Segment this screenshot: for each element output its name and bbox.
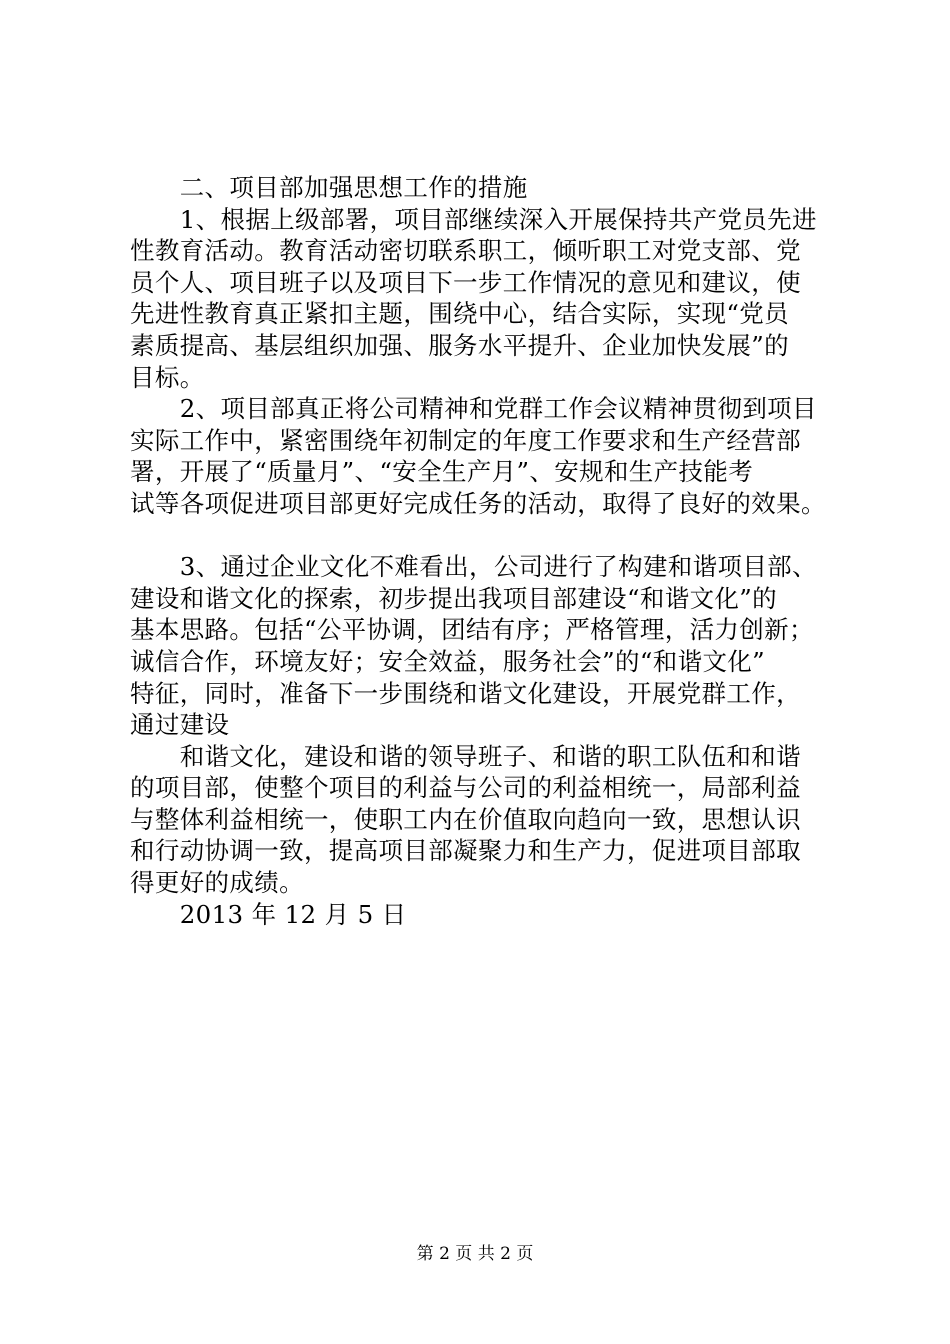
text-line: 1、根据上级部署，项目部继续深入开展保持共产党员先进 [130, 204, 817, 234]
text-line: 建设和谐文化的探索，初步提出我项目部建设“和谐文化”的 [130, 583, 777, 613]
text-line: 试等各项促进项目部更好完成任务的活动，取得了良好的效果。 [130, 488, 826, 518]
text-line: 特征，同时，准备下一步围绕和谐文化建设，开展党群工作， [130, 678, 801, 708]
text-line: 性教育活动。教育活动密切联系职工，倾听职工对党支部、党 [130, 236, 801, 266]
text-line: 目标。 [130, 362, 205, 392]
document-date: 2013 年 12 月 5 日 [130, 899, 407, 929]
text-line: 实际工作中，紧密围绕年初制定的年度工作要求和生产经营部 [130, 425, 801, 455]
text-line: 署，开展了“质量月”、“安全生产月”、安规和生产技能考 [130, 457, 754, 487]
blank-line [130, 520, 830, 552]
section-heading: 二、项目部加强思想工作的措施 [130, 173, 528, 202]
document-body [130, 172, 830, 930]
text-line: 和行动协调一致，提高项目部凝聚力和生产力，促进项目部取 [130, 836, 801, 866]
paragraph-4 [130, 741, 830, 899]
text-line: 3、通过企业文化不难看出，公司进行了构建和谐项目部、 [130, 552, 817, 582]
text-line: 员个人、项目班子以及项目下一步工作情况的意见和建议，使 [130, 267, 801, 297]
text-line: 得更好的成绩。 [130, 868, 304, 898]
paragraph-1 [130, 204, 830, 394]
text-line: 基本思路。包括“公平协调，团结有序；严格管理，活力创新； [130, 615, 814, 645]
text-line: 和谐文化，建设和谐的领导班子、和谐的职工队伍和和谐 [130, 741, 801, 771]
text-line: 与整体利益相统一，使职工内在价值取向趋向一致，思想认识 [130, 804, 801, 834]
text-line: 2、项目部真正将公司精神和党群工作会议精神贯彻到项目 [130, 394, 817, 424]
paragraph-2 [130, 393, 830, 519]
page-footer: 第 2 页 共 2 页 [416, 1244, 534, 1264]
text-line: 的项目部，使整个项目的利益与公司的利益相统一，局部利益 [130, 773, 801, 803]
paragraph-3 [130, 551, 830, 741]
text-line: 诚信合作，环境友好；安全效益，服务社会”的“和谐文化” [130, 646, 766, 676]
text-line: 素质提高、基层组织加强、服务水平提升、企业加快发展”的 [130, 330, 789, 360]
text-line: 先进性教育真正紧扣主题，围绕中心，结合实际，实现“党员 [130, 299, 789, 329]
text-line: 通过建设 [130, 710, 230, 740]
